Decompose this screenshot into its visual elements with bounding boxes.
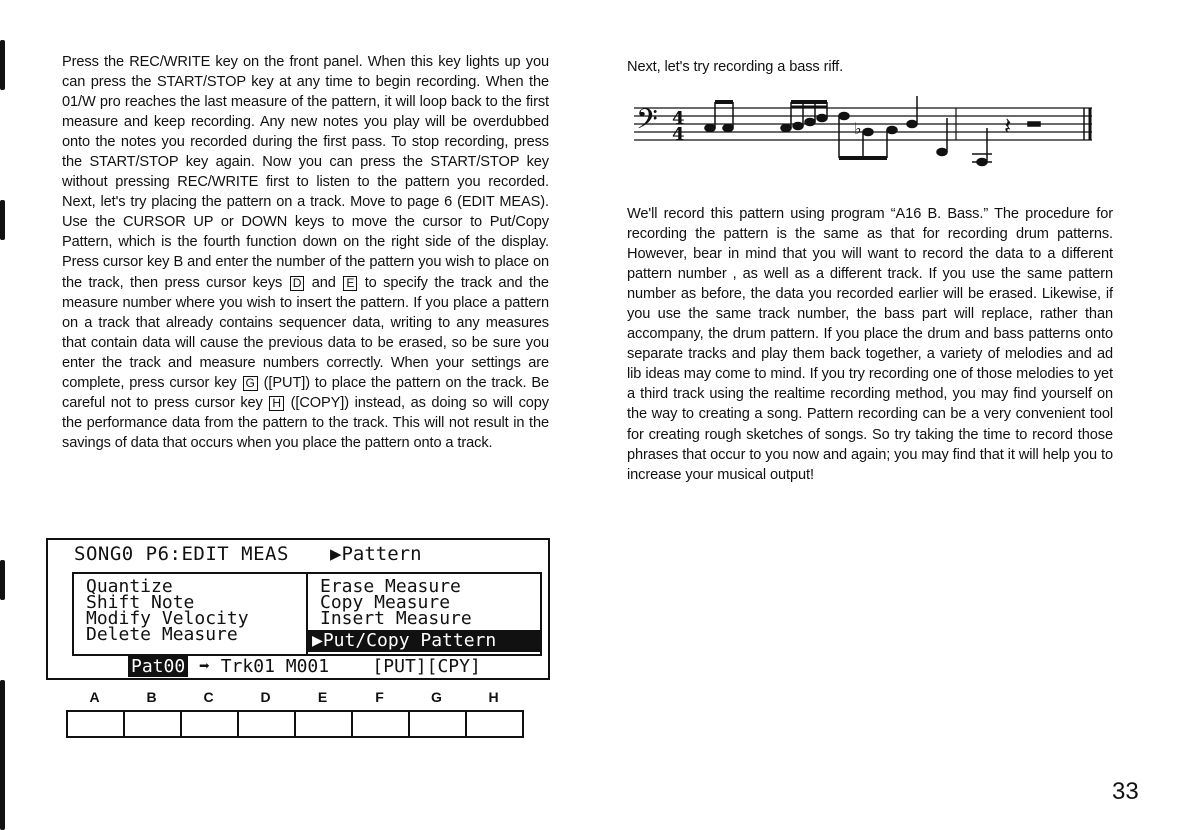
cursor-key [465,710,524,738]
lcd-menu-item: Shift Note [86,592,195,613]
svg-text:4: 4 [672,124,685,145]
cursor-key-label: A [89,689,100,705]
key-h-symbol: H [269,396,284,411]
svg-text:♭: ♭ [854,119,862,138]
left-paragraph-part-4: ([COPY]) instead, as doing so will copy the performance data from the pattern to the track. This will not result in the savings of data that occurs when you place the pattern onto a track. [62,394,549,451]
lcd-header-right: ▶Pattern [330,543,422,565]
lcd-menu-item: Delete Measure [86,624,238,645]
arrow-icon: ➡ [199,656,210,677]
key-e-symbol: E [343,276,357,291]
right-body-text: We'll record this pattern using program “A16 B. Bass.” The procedure for recording the pattern is the same as that for recording drum patterns. However, bear in mind that you will want to record the data to a different pattern number , as well as a different track. If you use the same pattern number as before, the data you recorded earlier will be erased. Likewise, if you use the same track number, the bass part will replace, rather than accompany, the drum pattern. If you place the drum and bass patterns onto separate tracks and play them back together, a variety of melodies and ad lib ideas may come to mind. If you try recording one of those melodies to yet a third track using the realtime recording method, you may find yourself on the way to creating a song. Pattern recording can be a very convenient tool for creating rough sketches of songs. So try taking the time to record those phrases that occur to you now and again; you may find that it will help you to increase your musical output! [627,206,1113,483]
lcd-header-left: SONG0 P6:EDIT MEAS [74,543,289,565]
lcd-menu-box [72,572,542,656]
key-d-symbol: D [290,276,305,291]
bass-riff-notation [632,88,1092,178]
lcd-menu-item: Modify Velocity [86,608,249,629]
cursor-key [351,710,410,738]
left-body-text [62,52,549,453]
lcd-right-menu [306,574,542,654]
page-number: 33 [1112,778,1139,805]
svg-text:4: 4 [672,108,685,129]
cursor-key-label: E [317,689,328,705]
cursor-key [180,710,239,738]
cursor-key-row [66,710,522,740]
lcd-menu-item: Insert Measure [320,608,472,629]
cursor-key [66,710,125,738]
lcd-menu-item: Erase Measure [320,576,461,597]
lcd-menu-item: Copy Measure [320,592,451,613]
lcd-track-measure: Trk01 M001 [PUT][CPY] [220,656,481,677]
left-paragraph-part-1: Press the REC/WRITE key on the front panel. When this key lights up you can press the START/STOP key at any time to begin recording. When the 01/W pro reaches the last measure of the pattern, it will loop back to the first measure and keep recording. Any new notes you play will be overdubbed onto the notes you recorded during the first pass. To stop recording, press the START/STOP key again. Now you can press the START/STOP key without pressing REC/WRITE first to listen to the pattern you recorded. Next, let's try placing the pattern on a track. Move to page 6 (EDIT MEAS). Use the CURSOR UP or DOWN keys to move the cursor to Put/Copy Pattern, which is the fourth function down on the right side of the display. Press cursor key B and enter the number of the pattern you wish to place on the track, then press cursor keys [62,54,549,291]
cursor-key-label: D [260,689,271,705]
lcd-selected-item: ▶Put/Copy Pattern [308,630,542,652]
left-paragraph-part-3: ([PUT]) to place the pattern on the track. Be careful not to press cursor key [62,374,549,411]
cursor-key-label: B [146,689,157,705]
binding-edge [0,0,8,830]
key-g-symbol: G [243,376,258,391]
svg-text:𝄽: 𝄽 [1004,112,1012,140]
and-word: and [311,274,336,291]
cursor-key-label: G [431,689,442,705]
cursor-key-label: F [375,689,384,705]
cursor-key-labels [66,689,522,709]
cursor-key-label: H [488,689,499,705]
cursor-key [408,710,467,738]
bass-clef-icon: 𝄢 [636,103,658,143]
lcd-display [46,538,550,680]
lcd-menu-item: Quantize [86,576,173,597]
lcd-left-menu [86,576,249,645]
left-paragraph-part-2: to specify the track and the measure number where you wish to insert the pattern. If you place a pattern on a track that already contains sequencer data, writing to any measures that contain data will cause the previous data to be erased, so be sure you enter the track and measure numbers correctly. When your settings are complete, press cursor key [62,274,549,391]
cursor-key [237,710,296,738]
lcd-status-line [128,657,481,677]
right-intro-text: Next, let's try recording a bass riff. [627,59,844,75]
cursor-key [294,710,353,738]
cursor-key-label: C [203,689,214,705]
lcd-pattern-field: Pat00 [128,656,188,677]
cursor-key [123,710,182,738]
music-staff-image [632,88,1092,178]
